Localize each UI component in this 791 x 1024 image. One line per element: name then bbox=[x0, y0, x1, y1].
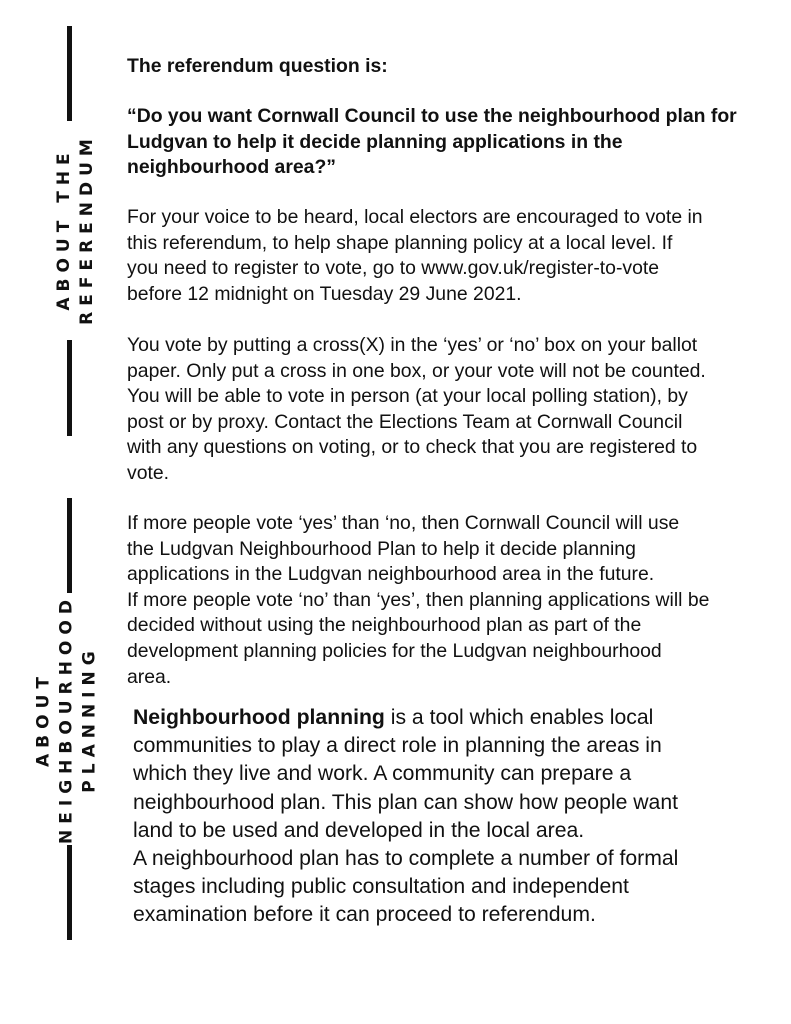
text-line bbox=[133, 704, 763, 732]
neighbourhood-planning-paragraph bbox=[133, 704, 763, 930]
divider-bar-top bbox=[67, 26, 72, 121]
text-line: decided without using the neighbourhood plan as part of the bbox=[127, 614, 642, 637]
section-label-neighbourhood-planning: ABOUT NEIGHBOURHOOD PLANNING bbox=[33, 594, 100, 844]
np-term: Neighbourhood planning bbox=[133, 706, 385, 729]
text-line: If more people vote ‘yes’ than ‘no, then Cornwall Council will use bbox=[127, 512, 680, 534]
text-line: paper. Only put a cross in one box, or your vote will not be counted. bbox=[127, 359, 706, 382]
text-line: vote. bbox=[127, 461, 170, 484]
text-line: communities to play a direct role in planning the areas in bbox=[133, 734, 662, 758]
outcome-paragraph bbox=[127, 511, 767, 690]
text-line: stages including public consultation and independent bbox=[133, 875, 629, 899]
text-line: this referendum, to help shape planning policy at a local level. If bbox=[127, 231, 673, 254]
text-line: you need to register to vote, go to www.gov.uk/register-to-vote bbox=[127, 257, 660, 280]
text-line: “Do you want Cornwall Council to use the neighbourhood plan for bbox=[127, 105, 737, 127]
question-heading: The referendum question is: bbox=[127, 55, 388, 77]
text-line: You vote by putting a cross(X) in the ‘yes’ or ‘no’ box on your ballot bbox=[127, 334, 698, 356]
referendum-question bbox=[127, 104, 767, 181]
text-line: which they live and work. A community can prepare a bbox=[133, 762, 632, 786]
section-label-referendum: ABOUT THE REFERENDUM bbox=[54, 133, 97, 325]
text-line: A neighbourhood plan has to complete a number of formal bbox=[133, 847, 679, 871]
voice-paragraph bbox=[127, 205, 767, 307]
divider-bar-3 bbox=[67, 498, 72, 593]
text-line: with any questions on voting, or to check that you are registered to bbox=[127, 436, 698, 459]
text-line: Ludgvan to help it decide planning applications in the bbox=[127, 130, 623, 153]
how-to-vote-paragraph bbox=[127, 333, 767, 487]
text-line: examination before it can proceed to referendum. bbox=[133, 903, 596, 927]
text-line: If more people vote ‘no’ than ‘yes’, then planning applications will be bbox=[127, 588, 710, 611]
divider-bar-bottom bbox=[67, 845, 72, 940]
text-line: You will be able to vote in person (at your local polling station), by bbox=[127, 385, 688, 408]
text-line: applications in the Ludgvan neighbourhood area in the future. bbox=[127, 563, 655, 586]
text-line: land to be used and developed in the local area. bbox=[133, 818, 585, 842]
text-line: post or by proxy. Contact the Elections Team at Cornwall Council bbox=[127, 410, 683, 433]
text-line: development planning policies for the Ludgvan neighbourhood bbox=[127, 639, 662, 662]
text-line: For your voice to be heard, local electors are encouraged to vote in bbox=[127, 206, 703, 228]
text-line: neighbourhood area?” bbox=[127, 156, 336, 179]
divider-bar-2 bbox=[67, 340, 72, 436]
np-first-line-rest: is a tool which enables local bbox=[384, 706, 654, 729]
text-line: before 12 midnight on Tuesday 29 June 2021. bbox=[127, 282, 522, 305]
text-line: area. bbox=[127, 665, 172, 688]
text-line: neighbourhood plan. This plan can show how people want bbox=[133, 790, 678, 814]
text-line: the Ludgvan Neighbourhood Plan to help it decide planning bbox=[127, 537, 636, 560]
